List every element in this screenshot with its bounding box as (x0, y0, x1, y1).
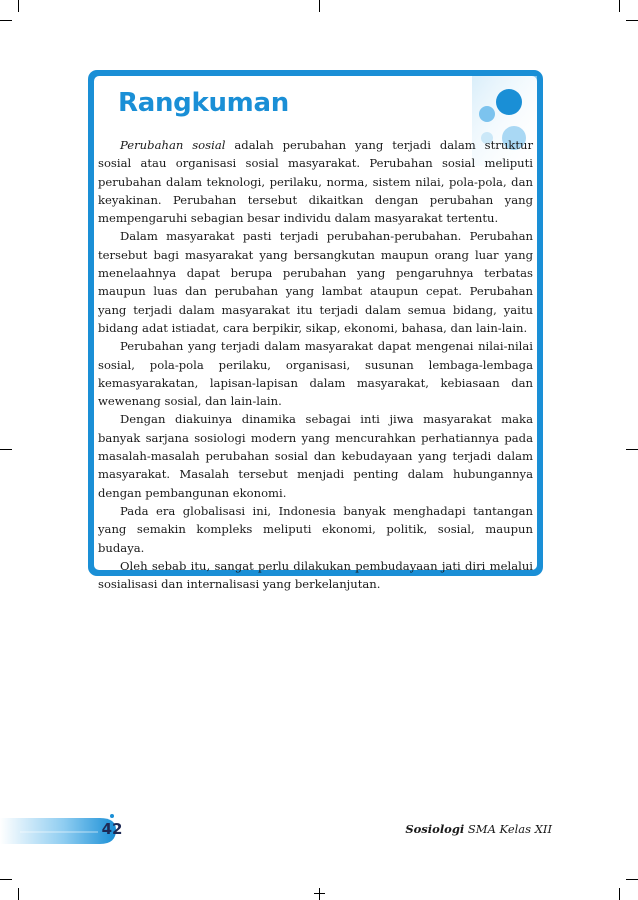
crop-mark (619, 0, 620, 12)
paragraph: Oleh sebab itu, sangat perlu dilakukan pembudayaan jati diri melalui sosialisasi dan internalisasi yang berkelanjutan. (98, 558, 533, 592)
running-head (405, 822, 552, 836)
crop-mark (319, 888, 320, 900)
crop-mark (0, 879, 12, 880)
summary-box-inner (94, 76, 537, 592)
key-term: Perubahan sosial (120, 138, 226, 152)
crop-mark (314, 893, 325, 894)
summary-content (98, 136, 533, 593)
crop-mark (319, 0, 320, 12)
book-title: Sosiologi (405, 822, 465, 836)
paragraph: Dalam masyarakat pasti terjadi perubahan-perubahan. Perubahan tersebut bagi masyarakat yang bersangkutan maupun orang luar yang menelaahnya dapat berupa perubahan yang pengaruhnya terbatas maupun luas dan perubahan yang lambat ataupun cepat. Perubahan yang terjadi dalam masyarakat itu terjadi dalam semua bidang, yaitu bidang adat istiadat, cara berpikir, sikap, ekonomi, bahasa, dan lain-lain. (98, 229, 533, 335)
crop-mark (619, 888, 620, 900)
summary-title: Rangkuman (118, 88, 289, 118)
crop-mark (626, 879, 638, 880)
crop-mark (626, 449, 638, 450)
crop-mark (0, 449, 12, 450)
book-subtitle: SMA Kelas XII (467, 822, 552, 836)
page-number: 42 (101, 820, 123, 838)
paragraph: Perubahan yang terjadi dalam masyarakat dapat mengenai nilai-nilai sosial, pola-pola perilaku, organisasi, susunan lembaga-lembaga kemasyarakatan, lapisan-lapisan dalam masyarakat, kebiasaan dan wewenang sosial, dan lain-lain. (98, 339, 533, 409)
paragraph: Pada era globalisasi ini, Indonesia banyak menghadapi tantangan yang semakin kompleks meliputi ekonomi, politik, sosial, maupun budaya. (98, 503, 533, 555)
summary-box (88, 70, 543, 592)
crop-mark (18, 888, 19, 900)
paragraph: Dengan diakuinya dinamika sebagai inti jiwa masyarakat maka banyak sarjana sosiologi modern yang mencurahkan perhatiannya pada masalah-masalah perubahan sosial dan kebudayaan yang terjadi dalam masyarakat. Masalah tersebut menjadi penting dalam hubungannya dengan pembangunan ekonomi. (98, 412, 533, 500)
crop-mark (0, 20, 12, 21)
crop-mark (18, 0, 19, 12)
crop-mark (626, 20, 638, 21)
paragraph: Perubahan sosial adalah perubahan yang terjadi dalam struktur sosial atau organisasi sosial masyarakat. Perubahan sosial meliputi perubahan dalam teknologi, perilaku, norma, sistem nilai, pola-pola, dan keyakinan. Perubahan tersebut dikaitkan dengan perubahan yang mempengaruhi sebagian besar individu dalam masyarakat tertentu. (98, 138, 533, 226)
